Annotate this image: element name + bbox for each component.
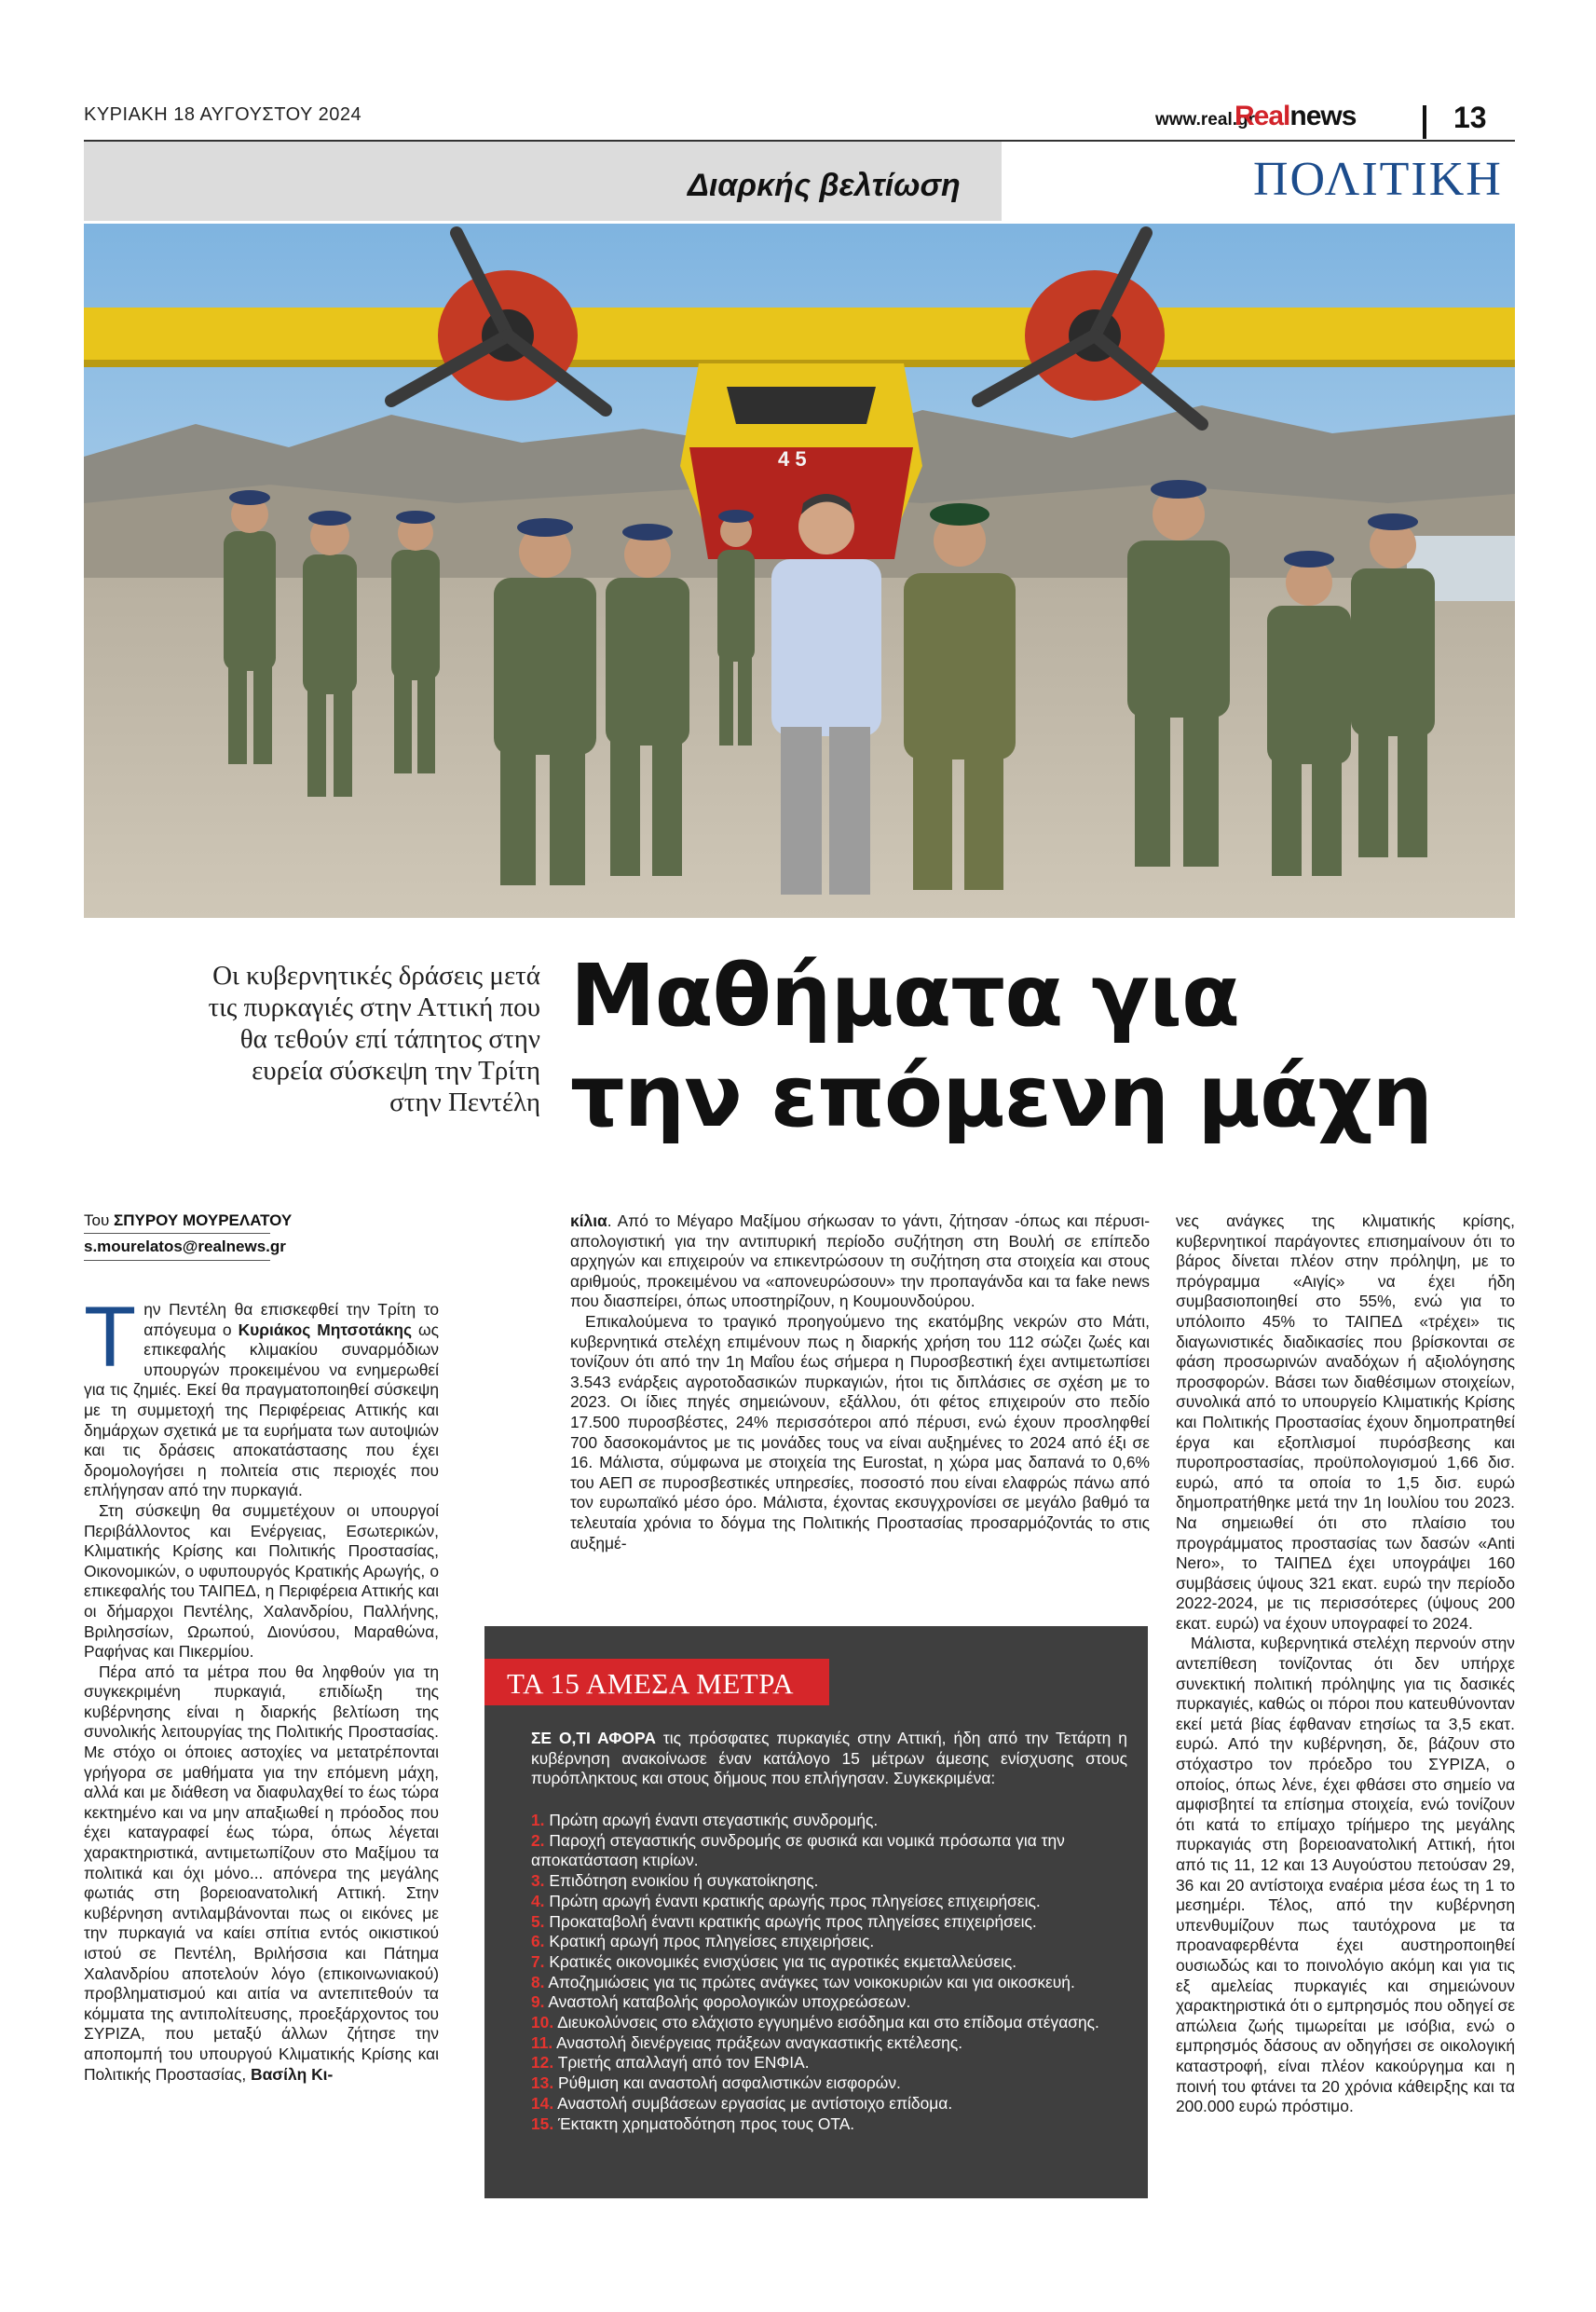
email-rule xyxy=(84,1260,270,1261)
measure-number: 13. xyxy=(531,2073,554,2093)
measures-box-title xyxy=(484,1659,829,1705)
measures-list xyxy=(531,1811,1127,2134)
article-column-3 xyxy=(1176,1211,1515,2117)
paragraph xyxy=(84,1290,439,1501)
article-tag: Διαρκής βελτίωση xyxy=(688,168,961,203)
bold-name: Βασίλη Κι- xyxy=(251,2064,334,2084)
measure-item xyxy=(531,1992,1127,2013)
byline-prefix: Του xyxy=(84,1211,114,1229)
header-divider xyxy=(1423,105,1426,139)
measure-number: 7. xyxy=(531,1951,545,1971)
intro-bold: ΣΕ Ο,ΤΙ ΑΦΟΡΑ xyxy=(531,1729,656,1747)
measure-item xyxy=(531,1912,1127,1933)
measure-text: Παροχή στεγαστικής συνδρομής σε φυσικά και νομικά πρόσωπα για την αποκατάσταση κτιρίων. xyxy=(531,1830,1065,1870)
drop-cap: Τ xyxy=(84,1290,137,1385)
measure-item xyxy=(531,1811,1127,1831)
measures-box-title-text: ΤΑ 15 ΑΜΕΣΑ ΜΕΤΡΑ xyxy=(507,1667,795,1700)
measure-number: 3. xyxy=(531,1871,545,1891)
website-url[interactable]: www.real.gr xyxy=(1155,110,1255,130)
author-email[interactable]: s.mourelatos@realnews.gr xyxy=(84,1238,286,1255)
measure-item xyxy=(531,1871,1127,1892)
headline-line-2: την επόμενη μάχη xyxy=(570,1047,1432,1146)
measure-item xyxy=(531,2053,1127,2073)
article-column-1 xyxy=(84,1290,439,2085)
measure-number: 14. xyxy=(531,2093,554,2113)
paragraph xyxy=(570,1211,1150,1312)
measure-number: 4. xyxy=(531,1891,545,1910)
measure-item xyxy=(531,2013,1127,2033)
measure-text: Επιδότηση ενοικίου ή συγκατοίκησης. xyxy=(549,1871,819,1891)
byline-author: ΣΠΥΡΟΥ ΜΟΥΡΕΛΑΤΟΥ xyxy=(114,1211,293,1229)
measure-text: Κρατική αρωγή προς πληγείσες επιχειρήσεις. xyxy=(549,1932,875,1951)
measure-text: Πρώτη αρωγή έναντι στεγαστικής συνδρομής. xyxy=(549,1811,879,1829)
byline xyxy=(84,1211,292,1230)
measure-number: 5. xyxy=(531,1911,545,1931)
measure-number: 2. xyxy=(531,1830,545,1850)
measure-item xyxy=(531,1932,1127,1952)
text-run: . Από το Μέγαρο Μαξίμου σήκωσαν το γάντι, ζήτησαν -όπως και πέρυσι- απολογιστική για την αντιπυρική περίοδο συζήτηση στη Βουλή σε επίπεδο αρχηγών και επιχειρούν να επικεντρώσουν τη συζήτηση στα στοιχεία και στους αριθμούς, προκειμένου να «απονευρώσουν» την προπαγάνδα και τα fake news που διασπείρει, όπως υποστηρίζουν, η Κουμουνδούρου. xyxy=(570,1211,1150,1311)
headline-line-1: Μαθήματα για xyxy=(570,946,1240,1046)
paragraph: Επικαλούμενα το τραγικό προηγούμενο της εκατόμβης νεκρών στο Μάτι, κυβερνητικά στελέχη επιμένουν πως η διαρκής χρήση του 112 σώζει ζωές και τονίζουν ότι από την 1η Μαΐου έως σήμερα η Πυροσβεστική έχει αντιμετωπίσει 3.543 ενάρξεις αγροτοδασικών πυρκαγιών, ήτοι τις διπλάσιες σε σχέση με το 2023. Οι ίδιες πηγές σημειώνουν, εξάλλου, ότι φέτος επιχειρούν στο πεδίο 17.500 πυροσβέστες, 24% περισσότεροι από πέρυσι, ενώ έχουν προσληφθεί 700 δασοκομάντος με τις μονάδες τους να είναι αυξημένες το 2024 από έξι σε 16. Μάλιστα, σύμφωνα με στοιχεία της Eurostat, η χώρα μας δαπανά το 0,6% του ΑΕΠ σε πυροσβεστικές υπηρεσίες, ποσοστό που είναι ελαφρώς πάνω από τον ευρωπαϊκό μέσο όρο. Μάλιστα, έχοντας εκσυγχρονίσει σε μεγάλο βαθμό τα τελευταία χρόνια το δόγμα της Πολιτικής Προστασίας προσαρμόζοντάς το στις αυξημέ- xyxy=(570,1311,1150,1553)
measure-number: 15. xyxy=(531,2114,554,2133)
photo-illustration xyxy=(84,224,1515,918)
measure-text: Πρώτη αρωγή έναντι κρατικής αρωγής προς πληγείσες επιχειρήσεις. xyxy=(549,1891,1041,1910)
text-run: ως επικεφαλής κλιμακίου συναρμόδιων υπουργών προκειμένου να ενημερωθεί για τις ζημιές. Εκεί θα πραγματοποιηθεί σύσκεψη με τη συμμετοχή της Περιφέρειας Αττικής και δημάρχων σχετικά με τα ευρήματα των αυτοψιών και τις δράσεις αποκατάστασης που έχει δρομολογήσει η πολιτεία στις περιοχές που επλήγησαν από την πυρκαγιά. xyxy=(84,1320,439,1500)
measure-item xyxy=(531,2033,1127,2054)
paragraph: νες ανάγκες της κλιματικής κρίσης, κυβερνητικοί παράγοντες επισημαίνουν ότι το βάρος δίνεται πλέον στην πρόληψη, με το πρόγραμμα «Αιγίς» να έχει ήδη συμβασιοποιηθεί στο 55%, ενώ για το υπόλοιπο 45% το ΤΑΙΠΕΔ «τρέχει» τις διαγωνιστικές διαδικασίες που βρίσκονται σε φάση προσωρινών αναδόχων ή αξιολόγησης προσφορών. Βάσει των διαθέσιμων στοιχείων, συνολικά από το υπουργείο Κλιματικής Κρίσης και Πολιτικής Προστασίας έχουν δημοπρατηθεί έργα και εξοπλισμοί πυρόσβεσης και πυροπροστασίας, προϋπολογισμού 1,66 δισ. ευρώ, από τα οποία το 1,5 δισ. ευρώ δημοπρατήθηκε μετά την 1η Ιουλίου του 2023. Να σημειωθεί ότι στο πλαίσιο του προγράμματος προστασίας των δασών «Anti Nero», το ΤΑΙΠΕΔ έχει υπογράψει 160 συμβάσεις ύψους 321 εκατ. ευρώ την περίοδο 2022-2024, με τις περισσότερες (ύψους 200 εκατ. ευρώ) να έχουν υπογραφεί το 2024. xyxy=(1176,1211,1515,1633)
byline-rule xyxy=(84,1233,270,1234)
article-headline xyxy=(570,946,1511,1147)
bold-name: κίλια xyxy=(570,1211,607,1230)
intro-text: τις πρόσφατες πυρκαγιές στην Αττική, ήδη από την Τετάρτη η κυβέρνηση ανακοίνωσε έναν κατάλογο 15 μέτρων άμεσης ενίσχυσης στους πυρόπληκτους και στους δήμους που επλήγησαν. Συγκεκριμένα: xyxy=(531,1729,1127,1788)
measure-number: 9. xyxy=(531,1992,545,2012)
text-run: ην Πεντέλη θα επισκεφθεί την Τρίτη το απόγευμα ο xyxy=(143,1300,439,1339)
brand-logo xyxy=(1235,101,1356,132)
brand-logo-news: news xyxy=(1289,101,1357,131)
measure-item xyxy=(531,1952,1127,1973)
paragraph: Στη σύσκεψη θα συμμετέχουν οι υπουργοί Περιβάλλοντος και Ενέργειας, Εσωτερικών, Κλιματικής Κρίσης και Πολιτικής Προστασίας, Οικονομικών, ο υφυπουργός Κρατικής Αρωγής, ο επικεφαλής του ΤΑΙΠΕΔ, η Περιφέρεια Αττικής και οι δήμαρχοι Πεντέλης, Χαλανδρίου, Παλλήνης, Βριλησσίων, Ωρωπού, Διονύσου, Μαραθώνα, Ραφήνας και Πικερμίου. xyxy=(84,1500,439,1662)
measure-number: 1. xyxy=(531,1811,545,1829)
measure-text: Αναστολή συμβάσεων εργασίας με αντίστοιχο επίδομα. xyxy=(557,2093,953,2113)
measure-item xyxy=(531,1892,1127,1912)
article-lead: Οι κυβερνητικές δράσεις μετά τις πυρκαγιές στην Αττική που θα τεθούν επί τάπητος στην ευρεία σύσκεψη την Τρίτη στην Πεντέλη xyxy=(208,961,540,1117)
measure-number: 10. xyxy=(531,2013,554,2032)
measure-text: Έκτακτη χρηματοδότηση προς τους ΟΤΑ. xyxy=(558,2114,855,2133)
measure-item xyxy=(531,1831,1127,1871)
measure-number: 11. xyxy=(531,2032,553,2052)
measure-text: Ρύθμιση και αναστολή ασφαλιστικών εισφορών. xyxy=(558,2073,901,2093)
section-title: ΠΟΛΙΤΙΚΗ xyxy=(1253,153,1503,206)
text-run: Πέρα από τα μέτρα που θα ληφθούν για τη συγκεκριμένη πυρκαγιά, επιδίωξη της κυβέρνησης είναι η διαρκής βελτίωση της συνολικής λειτουργίας της Πολιτικής Προστασίας. Με στόχο οι όποιες αστοχίες να μετατρέπονται γρήγορα σε μαθήματα για την επόμενη μάχη, αλλά και με διάθεση να διαφυλαχθεί το έως τώρα κεκτημένο και να μην απαξιωθεί η πρόοδος που έχει καταγραφεί έως τώρα, όπως λέγεται χαρακτηριστικά, αντιμετωπίζουν στο Μαξίμου τα πολιτικά και όχι μόνο... απόνερα της μεγάλης φωτιάς στη βορειοανατολική Αττική. Στην κυβέρνηση αντιλαμβάνονται πως οι εικόνες με την πυρκαγιά να καίει σπίτια εντός οικιστικού ιστού σε Πεντέλη, Βριλήσσια και Πάτημα Χαλανδρίου αποτελούν λόγο (επικοινωνιακού) προβληματισμού και αιτία να αντεπιτεθούν τα κόμματα της αντιπολίτευσης, προεξάρχοντος του ΣΥΡΙΖΑ, που μεταξύ άλλων ζήτησε την αποπομπή του υπουργού Κλιματικής Κρίσης και Πολιτικής Προστασίας, xyxy=(84,1662,439,2084)
brand-logo-real: Real xyxy=(1235,101,1290,131)
measure-item xyxy=(531,1973,1127,1993)
measure-number: 6. xyxy=(531,1932,545,1951)
paragraph: Μάλιστα, κυβερνητικά στελέχη περνούν στην αντεπίθεση τονίζοντας ότι δεν υπήρχε συνεκτική πολιτική πρόληψης για τις δασικές πυρκαγιές, καθώς οι πόροι που κατευθύνονταν εκεί μετά βίας έφθαναν ετησίως τα 3,5 εκατ. ευρώ. Από την κυβέρνηση, δε, βάζουν στο στόχαστρο τον πρόεδρο του ΣΥΡΙΖΑ, ο οποίος, όπως λένε, έχει φθάσει στο σημείο να αμφισβητεί τα επίσημα στοιχεία, ενώ τονίζουν ότι κατά το επίμαχο τρίήμερο της μεγάλης πυρκαγιάς στη βορειοανατολική Αττική, ήτοι από τις 11, 12 και 13 Αυγούστου πετούσαν 29, 36 και 20 αντίστοιχα εναέρια μέσα έως τη 1 το μεσημέρι. Τέλος, από την κυβέρνηση υπενθυμίζουν πως ταυτόχρονα με τα προαναφερθέντα έχει αυστηροποιηθεί ουσιωδώς και το ποινολόγιο ακόμη και για τις εξ αμελείας πυρκαγιές και σημειώνουν χαρακτηριστικά ότι ο εμπρησμός που οδηγεί σε απώλεια ζωής τιμωρείται με ισόβια, ενώ ο εμπρησμός δάσους αν οδηγήσει σε οικολογική καταστροφή, είναι πλέον κακούργημα και η ποινή του φτάνει τα 20 χρόνια κάθειρξης και τα 200.000 ευρώ πρόστιμο. xyxy=(1176,1634,1515,2116)
measure-item xyxy=(531,2094,1127,2114)
measure-text: Αποζημιώσεις για τις πρώτες ανάγκες των νοικοκυριών και για οικοσκευή. xyxy=(548,1972,1075,1991)
article-photo xyxy=(84,224,1515,918)
measure-text: Προκαταβολή έναντι κρατικής αρωγής προς πληγείσες επιχειρήσεις. xyxy=(549,1911,1037,1931)
measure-number: 12. xyxy=(531,2053,554,2073)
measure-item xyxy=(531,2114,1127,2135)
bold-name: Κυριάκος Μητσοτάκης xyxy=(238,1320,413,1339)
measure-text: Διευκολύνσεις στο ελάχιστο εγγυημένο εισόδημα και στο επίδομα στέγασης. xyxy=(557,2013,1099,2032)
measures-intro xyxy=(531,1729,1127,1789)
measure-text: Τριετής απαλλαγή από τον ΕΝΦΙΑ. xyxy=(557,2053,810,2073)
measure-number: 8. xyxy=(531,1972,545,1991)
measure-item xyxy=(531,2073,1127,2094)
measure-text: Αναστολή καταβολής φορολογικών υποχρεώσεων. xyxy=(548,1992,911,2012)
issue-date: ΚΥΡΙΑΚΗ 18 ΑΥΓΟΥΣΤΟΥ 2024 xyxy=(84,104,362,125)
measure-text: Κρατικές οικονομικές ενισχύσεις για τις αγροτικές εκμεταλλεύσεις. xyxy=(549,1951,1017,1971)
article-column-2 xyxy=(570,1211,1150,1553)
page-number: 13 xyxy=(1453,101,1487,134)
aircraft-number: 4 5 xyxy=(778,447,807,471)
measure-text: Αναστολή διενέργειας πράξεων αναγκαστικής εκτέλεσης. xyxy=(556,2032,963,2052)
paragraph xyxy=(84,1662,439,2085)
